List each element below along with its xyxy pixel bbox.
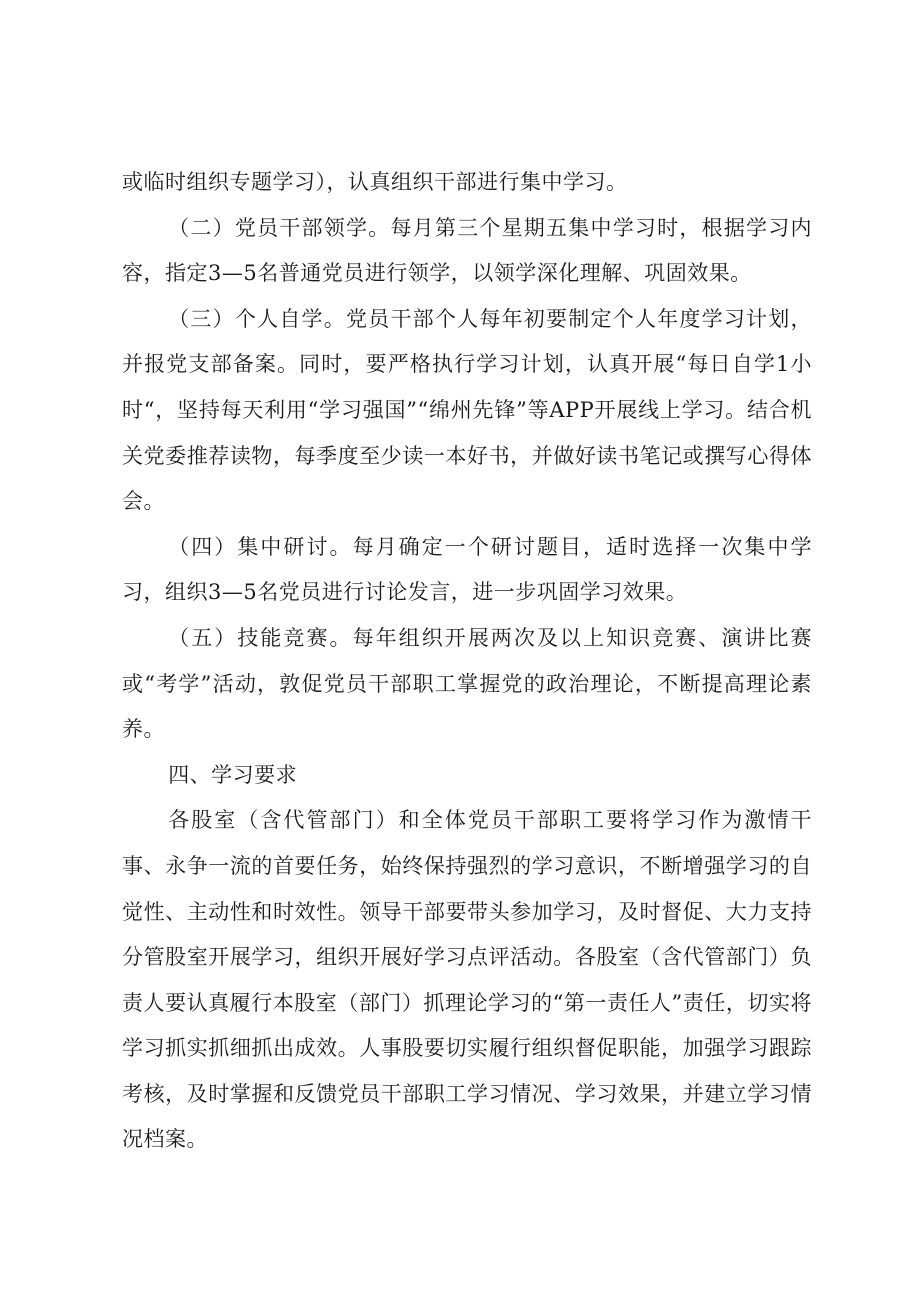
paragraph-skill-competition: （五）技能竞赛。每年组织开展两次及以上知识竞赛、演讲比赛或“考学”活动，敦促党员干部职工掌握党的政治理论，不断提高理论素养。 <box>122 625 812 742</box>
paragraph-group-discussion: （四）集中研讨。每月确定一个研讨题目，适时选择一次集中学习，组织3—5名党员进行讨论发言，进一步巩固学习效果。 <box>122 534 812 605</box>
paragraph-self-study: （三）个人自学。党员干部个人每年初要制定个人年度学习计划，并报党支部备案。同时，要严格执行学习计划，认真开展“每日自学1小时“，坚持每天利用“学习强国”“绵州先锋”等APP开展线上学习。结合机关党委推荐读物，每季度至少读一本好书，并做好读书笔记或撰写心得体会。 <box>122 306 812 514</box>
document-body <box>122 160 812 1163</box>
paragraph-study-requirements: 各股室（含代管部门）和全体党员干部职工要将学习作为激情干事、永争一流的首要任务，始终保持强烈的学习意识，不断增强学习的自觉性、主动性和时效性。领导干部要带头参加学习，及时督促、大力支持分管股室开展学习，组织开展好学习点评活动。各股室（含代管部门）负责人要认真履行本股室（部门）抓理论学习的“第一责任人”责任，切实将学习抓实抓细抓出成效。人事股要切实履行组织督促职能，加强学习跟踪考核，及时掌握和反馈党员干部职工学习情况、学习效果，并建立学习情况档案。 <box>122 808 812 1152</box>
section-heading-study-requirements: 四、学习要求 <box>168 762 298 787</box>
paragraph-continuation: 或临时组织专题学习），认真组织干部进行集中学习。 <box>122 170 628 194</box>
paragraph-party-member-lead-study: （二）党员干部领学。每月第三个星期五集中学习时，根据学习内容，指定3—5名普通党员进行领学，以领学深化理解、巩固效果。 <box>122 215 812 286</box>
